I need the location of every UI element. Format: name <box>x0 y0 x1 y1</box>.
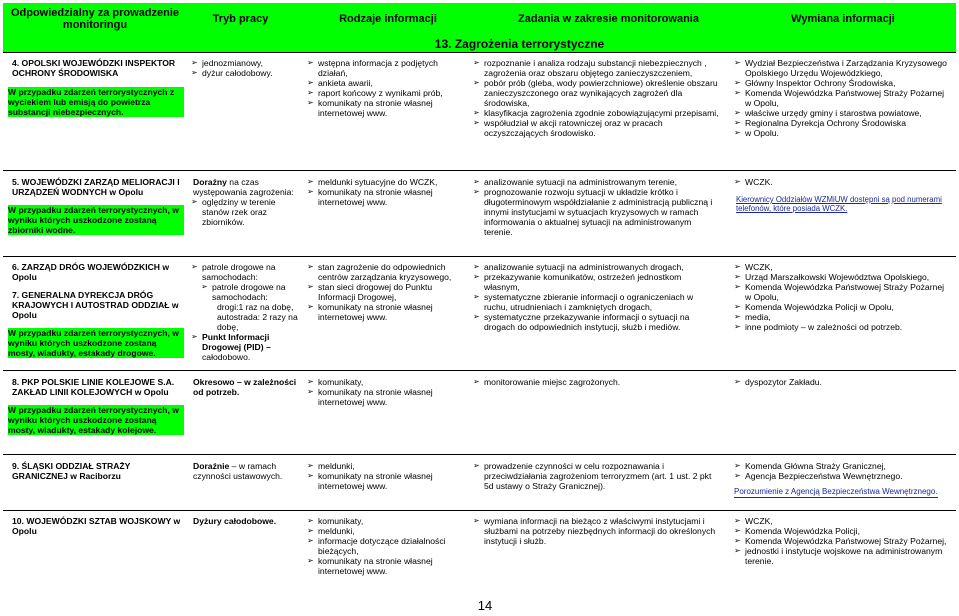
list-item: ➢ prowadzenie czynności w celu rozpoznawania i przeciwdziałania zagrożeniom terroryzmem (art. 1 ust. 2 pkt 5d ustawy o Straży Granicznej). <box>473 461 719 491</box>
row-6-7-mode <box>191 262 301 362</box>
list-item: ➢ komunikaty na stronie własnej internetowej www. <box>307 98 469 118</box>
row-10-mode <box>193 516 301 526</box>
header-col-info: Rodzaje informacji <box>339 13 437 25</box>
list-item: ➢ Punkt Informacji Drogowej (PID) – <box>191 332 301 352</box>
list-item: ➢ meldunki, <box>307 461 469 471</box>
list-item: ➢ dyżur całodobowy. <box>191 68 295 78</box>
list-item: ➢ przekazywanie komunikatów, ostrzeżeń jednostkom własnym, <box>473 272 719 292</box>
list-item: ➢ oględziny w terenie stanów rzek oraz zbiorników. <box>191 197 295 227</box>
list-item: ➢ meldunki sytuacyjne do WCZK, <box>307 177 469 187</box>
list-item: ➢ Wydział Bezpieczeństwa i Zarządzania Kryzysowego Opolskiego Urzędu Wojewódzkiego, <box>734 58 952 78</box>
entity-name: 10. WOJEWÓDZKI SZTAB WOJSKOWY w Opolu <box>12 516 181 536</box>
header-col-exchange: Wymiana informacji <box>791 13 895 25</box>
header-col-responsible: Odpowiedzialny za prowadzenie monitoringu <box>10 7 180 31</box>
list-item: ➢ komunikaty, <box>307 377 469 387</box>
entity-name: 7. GENERALNA DYREKCJA DRÓG KRAJOWYCH I AUTOSTRAD ODDZIAŁ w Opolu <box>12 290 179 320</box>
list-item: ➢ WCZK. <box>734 177 952 187</box>
list-item: ➢ Urząd Marszałkowski Województwa Opolskiego, <box>734 272 952 282</box>
scenario-highlight: W przypadku zdarzeń terrorystycznych z wyciekiem lub emisją do powietrza substancji niebezpiecznych. <box>8 87 184 117</box>
list-item: ➢ systematyczne przekazywanie informacji o sytuacji na drogach do odpowiednich instytucji, służb i mediów. <box>473 312 719 332</box>
mode-text: Okresowo – w zależności od potrzeb. <box>193 377 297 397</box>
section-band-title: 13. Zagrożenia terrorystyczne <box>3 36 956 52</box>
list-item: ➢ dyspozytor Zakładu. <box>734 377 952 387</box>
header-col-mode: Tryb pracy <box>212 13 269 25</box>
divider <box>3 370 956 371</box>
list-item: ➢ meldunki, <box>307 526 469 536</box>
table-header <box>3 3 956 36</box>
list-item: ➢ analizowanie sytuacji na administrowanych drogach, <box>473 262 719 272</box>
list-item: ➢ monitorowanie miejsc zagrożonych. <box>473 377 719 387</box>
row-6-7-exchange <box>734 262 952 332</box>
list-item: ➢ współudział w akcji ratowniczej oraz w pracach oczyszczających środowisko. <box>473 118 719 138</box>
list-item: ➢ Komenda Wojewódzka Państwowej Straży Pożarnej w Opolu, <box>734 88 952 108</box>
mode-sub: autostrada: 2 razy na dobę, <box>217 312 298 332</box>
row-9-info <box>307 461 469 491</box>
row-6-7-tasks <box>473 262 719 332</box>
row-10-exchange <box>734 516 952 566</box>
row-9-mode <box>193 461 301 481</box>
entity-name: 6. ZARZĄD DRÓG WOJEWÓDZKICH w Opolu <box>12 262 170 282</box>
list-item: ➢ ankieta awarii, <box>307 78 469 88</box>
list-item: ➢ WCZK, <box>734 516 952 526</box>
row-6-7-info <box>307 262 469 322</box>
list-item: ➢ komunikaty, <box>307 516 469 526</box>
row-8-entity <box>8 377 188 435</box>
row-4-entity <box>8 58 188 117</box>
scenario-highlight: W przypadku zdarzeń terrorystycznych, w wyniku których uszkodzone zostaną mosty, wiadukty, estakady drogowe. <box>8 328 184 358</box>
mode-text: Dyżury całodobowe. <box>193 516 277 526</box>
list-item: ➢ komunikaty na stronie własnej internetowej www. <box>307 471 469 491</box>
row-4-mode <box>191 58 295 78</box>
row-6-7-entity <box>8 262 188 358</box>
entity-name: 4. OPOLSKI WOJEWÓDZKI INSPEKTOR OCHRONY ŚRODOWISKA <box>12 58 176 78</box>
page-number: 14 <box>477 598 493 613</box>
list-item: ➢ Agencja Bezpieczeństwa Wewnętrznego. <box>734 471 952 481</box>
entity-name: 9. ŚLĄSKI ODDZIAŁ STRAŻY GRANICZNEJ w Raciborzu <box>12 461 131 481</box>
list-item: ➢ Komenda Wojewódzka Państwowej Straży Pożarnej w Opolu, <box>734 282 952 302</box>
row-4-tasks <box>473 58 719 138</box>
list-item: ➢ pobór prób (gleba, wody powierzchniowe) określenie obszaru zanieczyszczonego oraz wynikających zagrożeń dla środowiska, <box>473 78 719 108</box>
mode-lead: Doraźnie – w ramach czynności ustawowych. <box>193 461 283 481</box>
list-item: ➢ stan zagrożenie do odpowiednich centrów zarządzania kryzysowego, <box>307 262 469 282</box>
mode-sub: drogi:1 raz na dobę, <box>217 302 294 312</box>
scenario-highlight: W przypadku zdarzeń terrorystycznych, w wyniku których uszkodzone zostaną mosty, wiadukty, estakady kolejowe. <box>8 405 184 435</box>
scenario-highlight: W przypadku zdarzeń terrorystycznych, w wyniku których uszkodzone zostaną zbiorniki wodne. <box>8 205 184 235</box>
row-5-entity <box>8 177 188 235</box>
list-item: ➢ raport końcowy z wynikami prób, <box>307 88 469 98</box>
list-item: ➢ WCZK, <box>734 262 952 272</box>
list-item: ➢ patrole drogowe na samochodach: <box>201 282 301 302</box>
list-item: ➢ inne podmioty – w zależności od potrzeb. <box>734 322 952 332</box>
list-item: ➢ systematyczne zbieranie informacji o ograniczeniach w ruchu, utrudnieniach i zamkniętych drogach, <box>473 292 719 312</box>
list-item: ➢ Komenda Główna Straży Granicznej, <box>734 461 952 471</box>
list-item: ➢ media, <box>734 312 952 322</box>
list-item: ➢ wstępna informacja z podjętych działań, <box>307 58 469 78</box>
row-9-tasks <box>473 461 719 491</box>
row-9-entity <box>8 461 188 481</box>
list-item: ➢ Komenda Wojewódzka Państwowej Straży Pożarnej, <box>734 536 952 546</box>
entity-name: 5. WOJEWÓDZKI ZARZĄD MELIORACJI I URZĄDZEŃ WODNYCH w Opolu <box>12 177 180 197</box>
row-8-info <box>307 377 469 407</box>
divider <box>3 510 956 511</box>
list-item: ➢ komunikaty na stronie własnej internetowej www. <box>307 387 469 407</box>
list-item: ➢ właściwe urzędy gminy i starostwa powiatowe, <box>734 108 952 118</box>
mode-lead: Doraźny na czas występowania zagrożenia: <box>193 177 294 197</box>
list-item: ➢ analizowanie sytuacji na administrowanym terenie, <box>473 177 719 187</box>
list-item: ➢ wymiana informacji na bieżąco z właściwymi instytucjami i służbami na potrzeby niezbędnych informacji do określonych instytucji i służb. <box>473 516 719 546</box>
exchange-note: Kierownicy Oddziałów WZMiUW dostępni są pod numerami telefonów, które posiada WCZK. <box>736 195 942 213</box>
list-item: ➢ patrole drogowe na samochodach: <box>191 262 301 282</box>
mode-sub: całodobowo. <box>202 352 251 362</box>
list-item: ➢ komunikaty na stronie własnej internetowej www. <box>307 556 469 576</box>
row-8-mode <box>193 377 301 397</box>
row-10-tasks <box>473 516 719 546</box>
list-item: ➢ Regionalna Dyrekcja Ochrony Środowiska <box>734 118 952 128</box>
row-10-info <box>307 516 469 576</box>
row-4-exchange <box>734 58 952 138</box>
row-9-exchange <box>734 461 952 498</box>
row-10-entity <box>8 516 188 536</box>
header-col-tasks: Zadania w zakresie monitorowania <box>518 13 699 25</box>
exchange-note: Porozumienie z Agencją Bezpieczeństwa Wewnętrznego. <box>734 487 938 496</box>
divider <box>3 454 956 455</box>
divider <box>3 52 956 53</box>
list-item: ➢ komunikaty na stronie własnej internetowej www. <box>307 187 469 207</box>
list-item: ➢ jednostki i instytucje wojskowe na administrowanym terenie. <box>734 546 952 566</box>
row-5-mode <box>191 177 295 227</box>
list-item: ➢ stan sieci drogowej do Punktu Informacji Drogowej, <box>307 282 469 302</box>
list-item: ➢ komunikaty na stronie własnej internetowej www. <box>307 302 469 322</box>
row-5-info <box>307 177 469 207</box>
list-item: ➢ informacje dotyczące działalności bieżących, <box>307 536 469 556</box>
list-item: ➢ prognozowanie rozwoju sytuacji w układzie krótko i długoterminowym współdziałanie z administracją publiczną i innymi instytucjami w sytuacjach kryzysowych w ramach informowania o aktualnej sytuacji na administrowanym terenie. <box>473 187 719 237</box>
row-5-exchange <box>734 177 952 213</box>
divider <box>3 256 956 257</box>
row-8-tasks <box>473 377 719 387</box>
list-item: ➢ rozpoznanie i analiza rodzaju substancji niebezpiecznych , zagrożenia oraz obszaru objętego zanieczyszczeniem, <box>473 58 719 78</box>
row-5-tasks <box>473 177 719 237</box>
list-item: ➢ Komenda Wojewódzka Policji, <box>734 526 952 536</box>
row-4-info <box>307 58 469 118</box>
divider <box>3 170 956 171</box>
entity-name: 8. PKP POLSKIE LINIE KOLEJOWE S.A. ZAKŁAD LINII KOLEJOWYCH w Opolu <box>12 377 175 397</box>
list-item: ➢ jednozmianowy, <box>191 58 295 68</box>
list-item: ➢ klasyfikacja zagrożenia zgodnie zobowiązującymi przepisami, <box>473 108 719 118</box>
list-item: ➢ Główny Inspektor Ochrony Środowiska, <box>734 78 952 88</box>
list-item: ➢ Komenda Wojewódzka Policji w Opolu, <box>734 302 952 312</box>
row-8-exchange <box>734 377 952 387</box>
list-item: ➢ w Opolu. <box>734 128 952 138</box>
